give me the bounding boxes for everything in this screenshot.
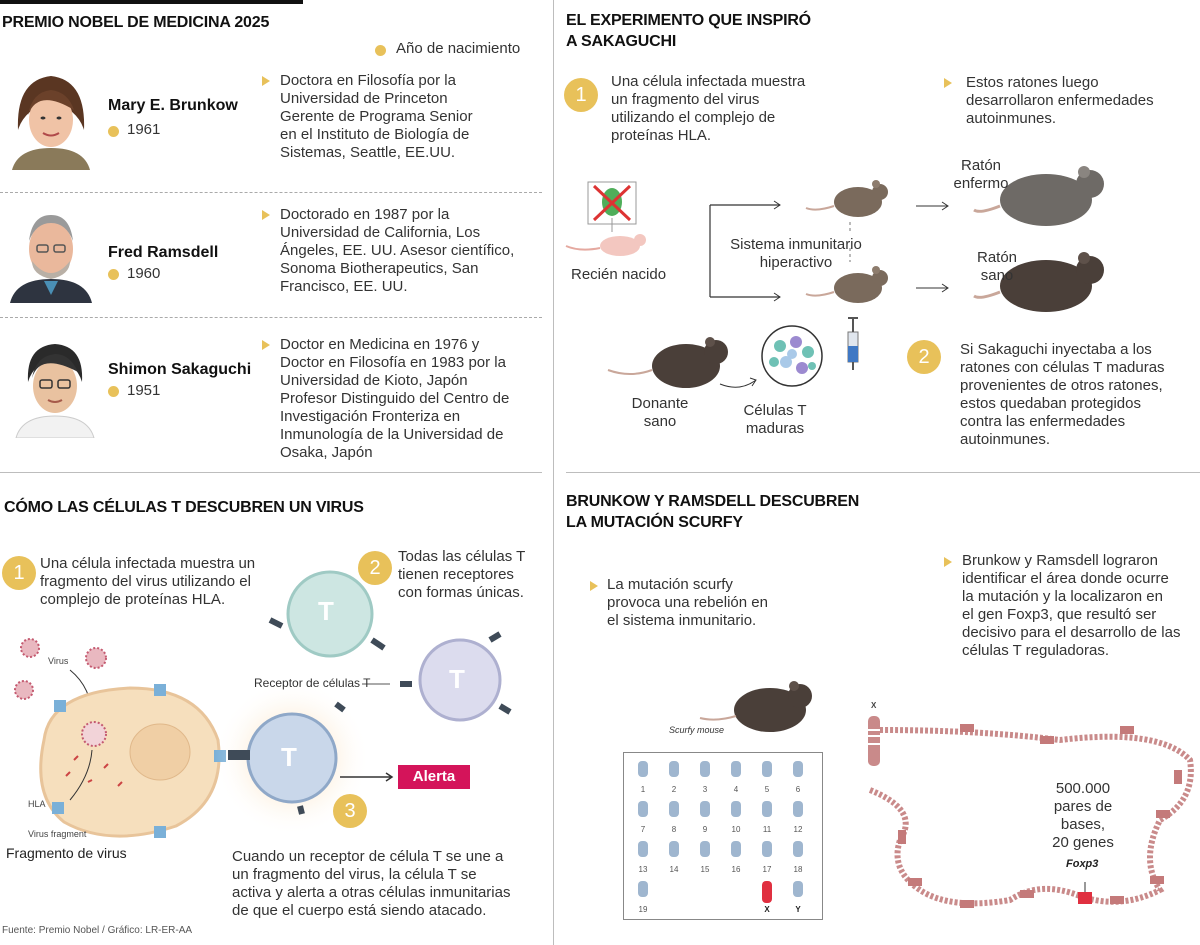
chromosome-label: X bbox=[764, 905, 770, 914]
chromosome-label: 8 bbox=[671, 825, 677, 834]
karyotype-panel bbox=[623, 752, 823, 920]
chromosome-11 bbox=[762, 801, 772, 817]
bio-brunkow bbox=[280, 72, 540, 162]
text-line: un fragmento del virus bbox=[611, 91, 760, 108]
virus-particle-icon bbox=[86, 648, 106, 668]
text-line: bases, bbox=[1060, 816, 1106, 833]
foxp3-label: Foxp3 bbox=[1066, 858, 1099, 870]
karyotype-grid bbox=[624, 753, 822, 919]
portrait-sakaguchi bbox=[12, 338, 98, 438]
chromosome-label: 4 bbox=[733, 785, 739, 794]
bio-sakaguchi bbox=[280, 336, 542, 462]
right-divider bbox=[566, 472, 1200, 473]
newborn-mouse-icon bbox=[566, 234, 646, 256]
t-cells-dish-icon bbox=[762, 326, 822, 386]
syringe-icon bbox=[848, 318, 858, 370]
chromosome-16 bbox=[731, 841, 741, 857]
laureate-name-ramsdell: Fred Ramsdell bbox=[108, 244, 219, 261]
bio-ramsdell bbox=[280, 206, 542, 296]
bio-line: Gerente de Programa Senior bbox=[280, 108, 473, 125]
text-line: el sistema inmunitario. bbox=[607, 612, 757, 629]
virus-step3-text bbox=[232, 848, 510, 920]
title-line: BRUNKOW Y RAMSDELL DESCUBREN bbox=[566, 493, 860, 510]
scurfy-note-bullet bbox=[590, 581, 598, 591]
chromosome-label: 18 bbox=[793, 865, 803, 874]
bio-line: Doctora en Filosofía por la bbox=[280, 72, 456, 89]
text-line: Sistema inmunitario bbox=[730, 236, 862, 253]
text-line: desarrollaron enfermedades bbox=[966, 92, 1154, 109]
chromosome-7 bbox=[638, 801, 648, 817]
bio-line: Universidad de Kioto, Japón bbox=[280, 372, 468, 389]
source-credit: Fuente: Premio Nobel / Gráfico: LR-ER-AA bbox=[2, 925, 193, 936]
chromosome-17 bbox=[762, 841, 772, 857]
text-line: decisivo para el desarrollo de las bbox=[962, 624, 1181, 641]
text-line: pares de bbox=[1053, 798, 1113, 815]
bio-line: Universidad de Princeton bbox=[280, 90, 448, 107]
step-badge-1: 1 bbox=[564, 78, 598, 112]
chromosome-9 bbox=[700, 801, 710, 817]
birth-year-dot-ramsdell bbox=[108, 269, 119, 280]
text-line: de que el cuerpo está siendo atacado. bbox=[232, 902, 487, 919]
chromosome-label: 17 bbox=[762, 865, 772, 874]
birth-year-legend: Año de nacimiento bbox=[396, 40, 521, 57]
donor-mouse-icon bbox=[608, 337, 728, 388]
mature-t-cells-label bbox=[730, 402, 820, 438]
text-line: Una célula infectada muestra bbox=[611, 73, 806, 90]
bio-line: Sonoma Biotherapeutics, San bbox=[280, 260, 479, 277]
text-line: maduras bbox=[745, 420, 805, 437]
top-rule bbox=[0, 0, 303, 4]
birth-year-ramsdell: 1960 bbox=[127, 265, 161, 282]
chromosome-label: 3 bbox=[702, 785, 708, 794]
chromosome-label: 15 bbox=[700, 865, 710, 874]
text-line: con formas únicas. bbox=[398, 584, 524, 601]
virus-fragment-label: Virus fragment bbox=[28, 829, 87, 839]
chromosome-label: 10 bbox=[731, 825, 741, 834]
laureate-divider-2 bbox=[0, 317, 542, 318]
chromosome-18 bbox=[793, 841, 803, 857]
bio-line: Doctorado en 1987 por la bbox=[280, 206, 450, 223]
center-divider bbox=[553, 0, 554, 945]
laureate-name-sakaguchi: Shimon Sakaguchi bbox=[108, 361, 252, 378]
chromosome-2 bbox=[669, 761, 679, 777]
chromosome-3 bbox=[700, 761, 710, 777]
text-line: fragmento del virus utilizando el bbox=[40, 573, 251, 590]
bio-bullet-sakaguchi bbox=[262, 340, 270, 350]
chromosome-label: 5 bbox=[764, 785, 770, 794]
text-line: 500.000 bbox=[1055, 780, 1111, 797]
newborn-label: Recién nacido bbox=[571, 266, 667, 283]
text-line: Cuando un receptor de célula T se une a bbox=[232, 848, 504, 865]
x-chromosome-label: X bbox=[871, 701, 877, 710]
birth-year-dot-brunkow bbox=[108, 126, 119, 137]
chromosome-19 bbox=[638, 881, 648, 897]
t-letter-lavender: T bbox=[449, 664, 465, 694]
chromosome-label: 12 bbox=[793, 825, 803, 834]
chromosome-14 bbox=[669, 841, 679, 857]
virus-label: Virus bbox=[48, 656, 69, 666]
chromosome-label: 19 bbox=[638, 905, 648, 914]
laureate-name-brunkow: Mary E. Brunkow bbox=[108, 97, 238, 114]
text-line: autoinmunes. bbox=[960, 431, 1051, 448]
chromosome-13 bbox=[638, 841, 648, 857]
step-badge-2: 2 bbox=[907, 340, 941, 374]
hla-protein-icon bbox=[54, 700, 66, 712]
chromosome-label: 6 bbox=[795, 785, 801, 794]
dna-segment bbox=[898, 724, 1182, 908]
title-line: LA MUTACIÓN SCURFY bbox=[566, 514, 743, 531]
chromosome-10 bbox=[731, 801, 741, 817]
bio-bullet-ramsdell bbox=[262, 210, 270, 220]
birth-year-legend-dot bbox=[375, 45, 386, 56]
text-line: el gen Foxp3, que resultó ser bbox=[962, 606, 1157, 623]
text-line: utilizando el complejo de bbox=[611, 109, 776, 126]
text-line: La mutación scurfy bbox=[607, 576, 733, 593]
virus-particle-icon bbox=[21, 639, 39, 657]
chromosome-label: 7 bbox=[640, 825, 646, 834]
text-line: Si Sakaguchi inyectaba a los bbox=[960, 341, 1152, 358]
text-line: enfermo bbox=[953, 175, 1009, 192]
foxp3-note-bullet bbox=[944, 557, 952, 567]
bio-line: en el Instituto de Biología de bbox=[280, 126, 470, 143]
text-line: sano bbox=[980, 267, 1014, 284]
chromosome-8 bbox=[669, 801, 679, 817]
bio-line: Francisco, EE. UU. bbox=[280, 278, 408, 295]
text-line: contra las enfermedades bbox=[960, 413, 1126, 430]
experiment-step2-text bbox=[960, 341, 1165, 449]
laureate-divider-1 bbox=[0, 192, 542, 193]
chromosome-6 bbox=[793, 761, 803, 777]
infected-cell bbox=[41, 688, 219, 836]
x-chromosome-icon bbox=[868, 716, 880, 766]
chromosome-label: 11 bbox=[762, 825, 772, 834]
text-line: Donante bbox=[631, 395, 689, 412]
portrait-ramsdell bbox=[8, 203, 94, 303]
scurfy-mouse-label: Scurfy mouse bbox=[669, 725, 725, 735]
text-line: hiperactivo bbox=[759, 254, 833, 271]
text-line: complejo de proteínas HLA. bbox=[40, 591, 226, 608]
experiment-title bbox=[566, 10, 811, 52]
text-line: autoinmunes. bbox=[966, 110, 1057, 127]
chromosome-12 bbox=[793, 801, 803, 817]
text-line: Células T bbox=[743, 402, 807, 419]
bio-line: Doctor en Medicina en 1976 y bbox=[280, 336, 480, 353]
t-cells-title: CÓMO LAS CÉLULAS T DESCUBREN UN VIRUS bbox=[4, 499, 364, 516]
bio-bullet-brunkow bbox=[262, 76, 270, 86]
t-letter-teal: T bbox=[318, 596, 334, 626]
chromosome-4 bbox=[731, 761, 741, 777]
text-line: proteínas HLA. bbox=[611, 127, 712, 144]
bio-line: Inmunología de la Universidad de bbox=[280, 426, 504, 443]
chromosome-label: 13 bbox=[638, 865, 648, 874]
mouse-small-top bbox=[806, 180, 888, 217]
text-line: células T reguladoras. bbox=[962, 642, 1110, 659]
text-line: provoca una rebelión en bbox=[607, 594, 768, 611]
autoimmune-note bbox=[966, 74, 1154, 128]
scurfy-note bbox=[607, 576, 768, 630]
chromosome-15 bbox=[700, 841, 710, 857]
t-letter-active: T bbox=[281, 742, 297, 772]
t-receptor-label: Receptor de células T bbox=[254, 676, 371, 690]
text-line: la mutación y la localizaron en bbox=[962, 588, 1163, 605]
text-line: Estos ratones luego bbox=[966, 74, 1099, 91]
birth-year-sakaguchi: 1951 bbox=[127, 382, 161, 399]
chromosome-label: Y bbox=[795, 905, 801, 914]
birth-year-brunkow: 1961 bbox=[127, 121, 161, 138]
chromosome-label: 16 bbox=[731, 865, 741, 874]
left-divider bbox=[0, 472, 542, 473]
chromosome-x bbox=[762, 881, 772, 903]
text-line: provenientes de otros ratones, bbox=[960, 377, 1163, 394]
virus-step2-text bbox=[398, 548, 525, 602]
hla-protein-icon bbox=[154, 684, 166, 696]
chromosome-5 bbox=[762, 761, 772, 777]
chromosome-label: 1 bbox=[640, 785, 646, 794]
text-line: Todas las células T bbox=[398, 548, 526, 565]
chromosome-1 bbox=[638, 761, 648, 777]
bio-line: Investigación Fronteriza en bbox=[280, 408, 461, 425]
portrait-brunkow bbox=[8, 70, 94, 170]
text-line: sano bbox=[643, 413, 677, 430]
chromosome-label: 2 bbox=[671, 785, 677, 794]
hla-protein-icon bbox=[52, 802, 64, 814]
text-line: estos quedaban protegidos bbox=[960, 395, 1141, 412]
alert-badge: Alerta bbox=[398, 765, 470, 789]
hla-label: HLA bbox=[28, 799, 46, 809]
text-line: ratones con células T maduras bbox=[960, 359, 1165, 376]
hyperactive-system-label bbox=[722, 236, 870, 272]
chromosome-label: 9 bbox=[702, 825, 708, 834]
chromosome-y bbox=[793, 881, 803, 897]
text-line: activa y alerta a otras células inmunitarias bbox=[232, 884, 511, 901]
fragment-label: Fragmento de virus bbox=[6, 845, 127, 861]
note-bullet bbox=[944, 78, 952, 88]
text-line: Ratón bbox=[960, 157, 1002, 174]
virus-step-badge-3: 3 bbox=[333, 794, 367, 828]
nobel-title: PREMIO NOBEL DE MEDICINA 2025 bbox=[2, 14, 270, 31]
foxp3-note bbox=[962, 552, 1180, 660]
sick-mouse-label bbox=[948, 157, 1014, 193]
chromosome-label: 14 bbox=[669, 865, 679, 874]
scurfy-title bbox=[566, 491, 859, 533]
bio-line: Profesor Distinguido del Centro de bbox=[280, 390, 510, 407]
virus-step-badge-2: 2 bbox=[358, 551, 392, 585]
text-line: Brunkow y Ramsdell lograron bbox=[962, 552, 1158, 569]
text-line: identificar el área donde ocurre bbox=[962, 570, 1169, 587]
text-line: Ratón bbox=[976, 249, 1018, 266]
hla-protein-icon bbox=[154, 826, 166, 838]
bio-line: Doctor en Filosofía en 1983 por la bbox=[280, 354, 506, 371]
title-line: EL EXPERIMENTO QUE INSPIRÓ bbox=[566, 12, 811, 29]
virus-step-badge-1: 1 bbox=[2, 556, 36, 590]
text-line: Una célula infectada muestra un bbox=[40, 555, 256, 572]
bio-line: Sistemas, Seattle, EE.UU. bbox=[280, 144, 456, 161]
healthy-mouse-label bbox=[964, 249, 1030, 285]
birth-year-dot-sakaguchi bbox=[108, 386, 119, 397]
text-line: 20 genes bbox=[1052, 834, 1114, 851]
dna-loop-diagram bbox=[860, 700, 1200, 910]
title-line: A SAKAGUCHI bbox=[566, 33, 677, 50]
bio-line: Universidad de California, Los bbox=[280, 224, 481, 241]
virus-particle-icon bbox=[15, 681, 33, 699]
donor-label bbox=[620, 395, 700, 431]
bio-line: Osaka, Japón bbox=[280, 444, 373, 461]
foxp3-mutation bbox=[1078, 892, 1092, 904]
bio-line: Ángeles, EE. UU. Asesor científico, bbox=[280, 242, 515, 259]
text-line: un fragmento del virus, la célula T se bbox=[232, 866, 477, 883]
dna-length-label bbox=[1046, 780, 1120, 852]
experiment-step1-text bbox=[611, 73, 805, 145]
text-line: tienen receptores bbox=[398, 566, 514, 583]
